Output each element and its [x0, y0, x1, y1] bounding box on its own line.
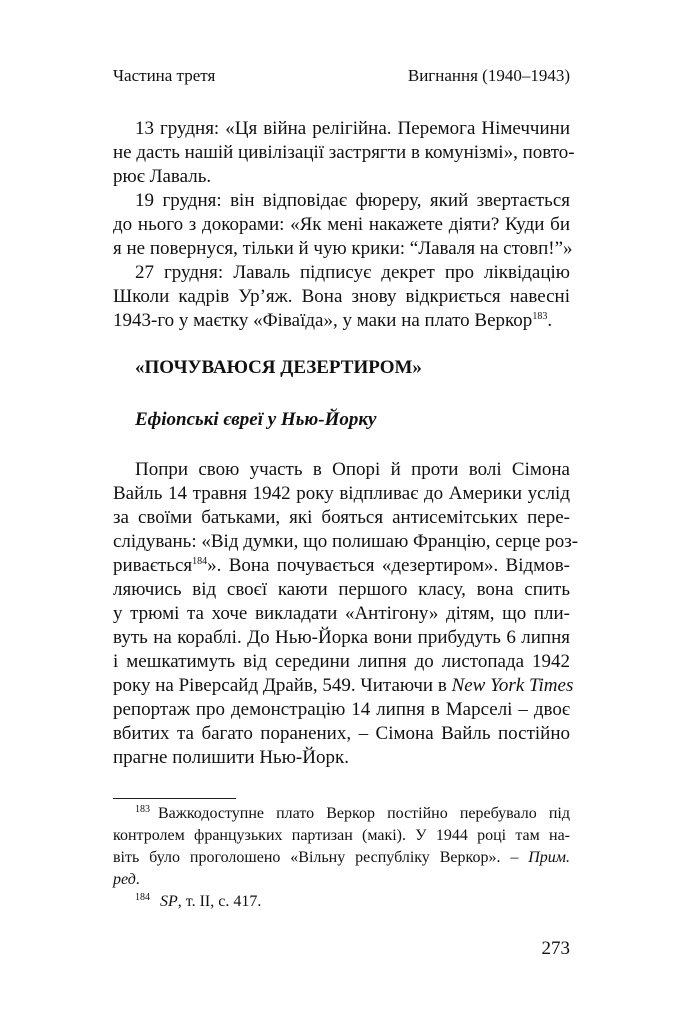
- running-head-part: Частина третя: [113, 66, 216, 85]
- text-line: я не повернуся, тільки й чую крики: “Лаваля на стовп!”»: [113, 238, 573, 259]
- text-line: 19 грудня: він відповідає фюреру, який звертається: [135, 190, 570, 211]
- text-line: вбитих та багато поранених, – Сімона Вайль постійно: [113, 723, 570, 744]
- text-line: і мешкатимуть від середини липня до листопада 1942: [113, 651, 570, 672]
- section-subheading: Ефіопські євреї у Нью-Йорку: [135, 409, 377, 430]
- footnote-number: 184: [135, 892, 150, 903]
- footnotes: [113, 803, 570, 913]
- text-line: Попри свою участь в Опорі й проти волі Сімона: [135, 459, 570, 480]
- text-line-end: .: [547, 310, 553, 331]
- footnote-184: [113, 891, 570, 913]
- footnote-text: .: [135, 871, 140, 888]
- footnote-text: , т. ІІ, с. 417.: [177, 893, 262, 910]
- text-line: [113, 309, 570, 333]
- text-line: слідувань: «Від думки, що полишаю Францію, серце роз-: [113, 531, 579, 552]
- text-line: [113, 554, 570, 578]
- text-line-rest: ». Вона почувається «дезертиром». Відмов-: [207, 555, 570, 576]
- footnote-italic: SP: [160, 893, 178, 910]
- footnote-line: контролем французьких партизан (макі). У 1944 році там на-: [113, 827, 570, 844]
- body-paragraph: [113, 458, 579, 770]
- text-line: ляючись від своєї каюти першого класу, вона спить: [113, 579, 570, 600]
- text-line-start: ривається: [113, 555, 193, 576]
- text-line: вуть на кораблі. До Нью-Йорка вони прибудуть 6 липня: [113, 627, 570, 648]
- section-heading: «ПОЧУВАЮСЯ ДЕЗЕРТИРОМ»: [135, 357, 422, 378]
- text-line-start: року на Ріверсайд Драйв, 549. Читаючи в: [113, 675, 452, 696]
- text-line: не дасть нашій цивілізації застрягти в комунізмі», повто-: [113, 142, 575, 163]
- footnote-text: Важкодоступне плато Веркор постійно перебувало під: [158, 805, 570, 822]
- text-line: за своїми батьками, які бояться антисемітських пере-: [113, 507, 570, 528]
- text-line: до нього з докорами: «Як мені накажете діяти? Куди би: [113, 214, 570, 235]
- text-line: 13 грудня: «Ця війна релігійна. Перемога Німеччини: [135, 118, 570, 139]
- footnote-183: [113, 803, 570, 825]
- page-number: 273: [541, 938, 570, 959]
- text-line: у трюмі та хоче викладати «Антігону» дітям, що пли-: [113, 603, 570, 624]
- footnote-italic: Прим.: [528, 849, 570, 866]
- footnote-line: [113, 847, 570, 869]
- text-line: репортаж про демонстрацію 14 липня в Марселі – двоє: [113, 699, 570, 720]
- footnote-number: 183: [135, 804, 150, 815]
- text-line: Вайль 14 травня 1942 року відпливає до Америки услід: [113, 483, 570, 504]
- footnote-text: віть було проголошено «Вільну республіку Веркор». –: [113, 849, 529, 866]
- running-head-chapter: Вигнання (1940–1943): [407, 66, 570, 85]
- text-line: прагне полишити Нью-Йорк.: [113, 747, 349, 768]
- footnote-divider: [113, 798, 236, 799]
- text-line: [113, 674, 574, 698]
- text-line-content: 1943-го у маєтку «Фіваїда», у маки на плато Веркор: [113, 310, 533, 331]
- text-line: Школи кадрів Ур’яж. Вона знову відкриється навесні: [113, 286, 570, 307]
- text-line: рює Лаваль.: [113, 166, 212, 187]
- footnote-line: [113, 869, 570, 891]
- footnote-ref-184: 184: [192, 556, 208, 567]
- newspaper-title: New York Times: [451, 675, 574, 696]
- intro-paragraphs: [113, 117, 575, 333]
- text-line: 27 грудня: Лаваль підписує декрет про ліквідацію: [135, 262, 570, 283]
- footnote-ref-183: 183: [532, 311, 548, 322]
- footnote-italic: ред: [113, 871, 136, 888]
